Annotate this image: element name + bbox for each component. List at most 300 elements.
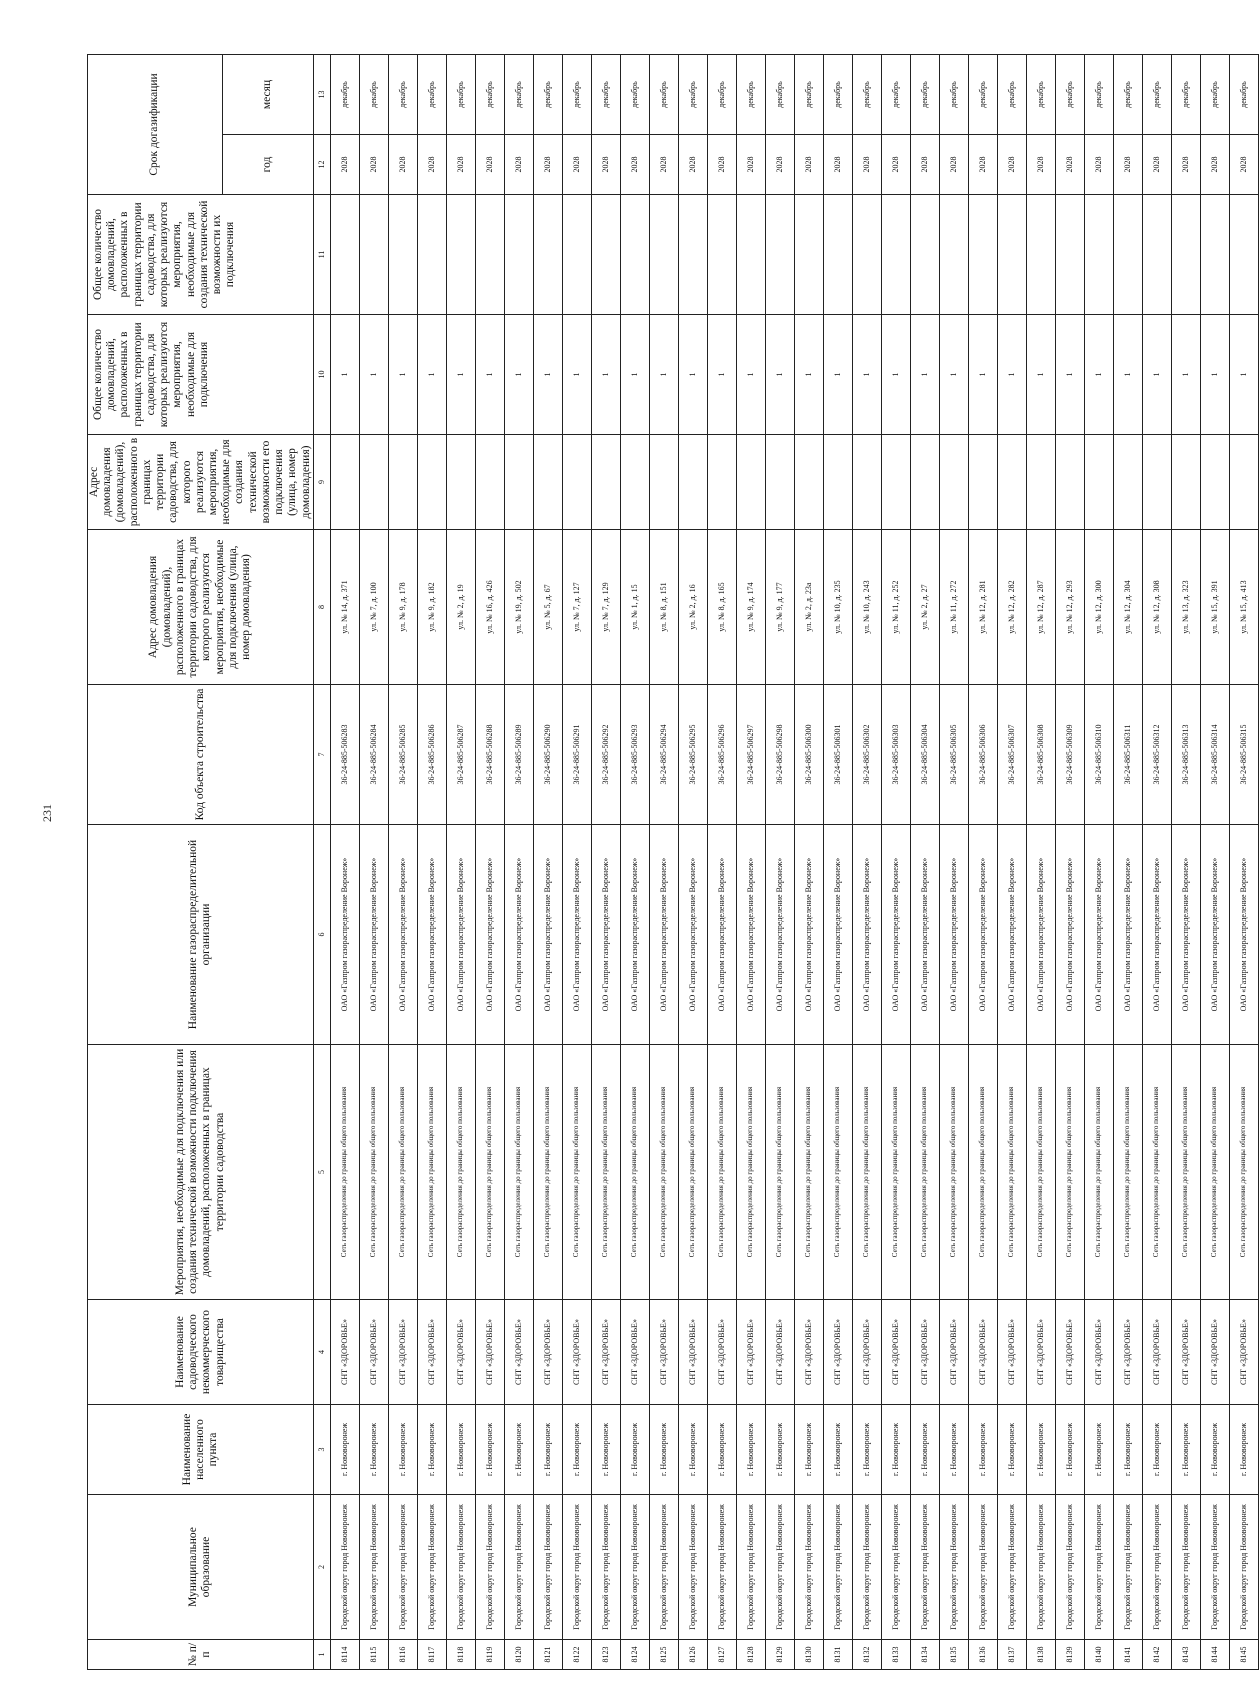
cell-settlement: г. Нововоронеж [446,1405,475,1495]
cell-settlement: г. Нововоронеж [504,1405,533,1495]
cell-gas-org: ОАО «Газпром газораспределение Воронеж» [939,825,968,1045]
cell-measures: Сеть газораспределения до границы общего пользования [620,1045,649,1300]
header-no: № п/п [88,1640,314,1670]
cell-month: декабрь [533,55,562,135]
cell-month: декабрь [504,55,533,135]
cell-month: декабрь [881,55,910,135]
cell-municipality: Городской округ город Нововоронеж [968,1495,997,1640]
cell-object-code: 36-24-885-506290 [533,685,562,825]
table-row [533,55,562,1670]
cell-no: 8121 [533,1640,562,1670]
cell-no: 8134 [910,1640,939,1670]
cell-gas-org: ОАО «Газпром газораспределение Воронеж» [417,825,446,1045]
cell-address-capability [765,435,794,530]
cell-month: декабрь [852,55,881,135]
cell-municipality: Городской округ город Нововоронеж [388,1495,417,1640]
cell-no: 8133 [881,1640,910,1670]
cell-address-capability [504,435,533,530]
cell-settlement: г. Нововоронеж [533,1405,562,1495]
cell-object-code: 36-24-885-506305 [939,685,968,825]
cell-address-connect: ул. № 12, д. 293 [1055,530,1084,685]
cell-count-connect: 1 [707,315,736,435]
cell-settlement: г. Нововоронеж [359,1405,388,1495]
cell-gas-org: ОАО «Газпром газораспределение Воронеж» [1026,825,1055,1045]
cell-count-capability [330,195,359,315]
table-row [591,55,620,1670]
cell-address-connect: ул. № 12, д. 287 [1026,530,1055,685]
cell-settlement: г. Нововоронеж [417,1405,446,1495]
cell-no: 8143 [1171,1640,1200,1670]
cell-month: декабрь [1026,55,1055,135]
cell-month: декабрь [765,55,794,135]
cell-count-connect: 1 [504,315,533,435]
cell-object-code: 36-24-885-506300 [794,685,823,825]
cell-count-capability [1026,195,1055,315]
table-row [823,55,852,1670]
column-number-row [313,55,330,1670]
cell-address-connect: ул. № 15, д. 413 [1229,530,1258,685]
cell-measures: Сеть газораспределения до границы общего пользования [504,1045,533,1300]
cell-settlement: г. Нововоронеж [1171,1405,1200,1495]
cell-settlement: г. Нововоронеж [939,1405,968,1495]
cell-object-code: 36-24-885-506302 [852,685,881,825]
cell-address-connect: ул. № 15, д. 391 [1200,530,1229,685]
cell-year: 2028 [1229,135,1258,195]
cell-no: 8120 [504,1640,533,1670]
cell-count-connect: 1 [1084,315,1113,435]
cell-month: декабрь [562,55,591,135]
table-row [852,55,881,1670]
cell-count-capability [1200,195,1229,315]
cell-gas-org: ОАО «Газпром газораспределение Воронеж» [620,825,649,1045]
cell-address-connect: ул. № 13, д. 323 [1171,530,1200,685]
cell-year: 2028 [649,135,678,195]
cell-count-connect: 1 [736,315,765,435]
cell-address-connect: ул. № 7, д. 129 [591,530,620,685]
cell-measures: Сеть газораспределения до границы общего пользования [649,1045,678,1300]
cell-settlement: г. Нововоронеж [330,1405,359,1495]
cell-no: 8132 [852,1640,881,1670]
cell-partnership: СНТ «ЗДОРОВЬЕ» [620,1300,649,1405]
cell-municipality: Городской округ город Нововоронеж [475,1495,504,1640]
cell-measures: Сеть газораспределения до границы общего пользования [417,1045,446,1300]
cell-gas-org: ОАО «Газпром газораспределение Воронеж» [388,825,417,1045]
cell-count-capability [620,195,649,315]
cell-month: декабрь [1229,55,1258,135]
cell-no: 8136 [968,1640,997,1670]
cell-count-connect: 1 [620,315,649,435]
cell-address-capability [823,435,852,530]
cell-no: 8141 [1113,1640,1142,1670]
table-row [562,55,591,1670]
cell-count-capability [1055,195,1084,315]
cell-month: декабрь [939,55,968,135]
column-number: 7 [313,685,330,825]
cell-address-connect: ул. № 9, д. 182 [417,530,446,685]
cell-partnership: СНТ «ЗДОРОВЬЕ» [562,1300,591,1405]
cell-measures: Сеть газораспределения до границы общего пользования [910,1045,939,1300]
cell-settlement: г. Нововоронеж [765,1405,794,1495]
cell-year: 2028 [910,135,939,195]
cell-address-connect: ул. № 2, д. 19 [446,530,475,685]
cell-municipality: Городской округ город Нововоронеж [1026,1495,1055,1640]
header-measures: Мероприятия, необходимые для подключения или создания технической возможности подключения домовладений, расположенных в границах территории садоводства [88,1045,314,1300]
cell-gas-org: ОАО «Газпром газораспределение Воронеж» [707,825,736,1045]
cell-address-capability [707,435,736,530]
cell-month: декабрь [1084,55,1113,135]
cell-object-code: 36-24-885-506309 [1055,685,1084,825]
header-partnership: Наименование садоводческого некоммерческого товарищества [88,1300,314,1405]
cell-year: 2028 [620,135,649,195]
cell-address-connect: ул. № 8, д. 151 [649,530,678,685]
table-row [910,55,939,1670]
cell-address-connect: ул. № 2, д. 23а [794,530,823,685]
cell-month: декабрь [475,55,504,135]
cell-measures: Сеть газораспределения до границы общего пользования [562,1045,591,1300]
cell-measures: Сеть газораспределения до границы общего пользования [475,1045,504,1300]
cell-address-capability [1200,435,1229,530]
cell-partnership: СНТ «ЗДОРОВЬЕ» [1084,1300,1113,1405]
column-number: 11 [313,195,330,315]
cell-gas-org: ОАО «Газпром газораспределение Воронеж» [910,825,939,1045]
cell-object-code: 36-24-885-506315 [1229,685,1258,825]
cell-gas-org: ОАО «Газпром газораспределение Воронеж» [997,825,1026,1045]
cell-address-capability [794,435,823,530]
cell-month: декабрь [997,55,1026,135]
cell-year: 2028 [1113,135,1142,195]
cell-address-capability [446,435,475,530]
header-object-code: Код объекта строительства [88,685,314,825]
cell-count-capability [736,195,765,315]
cell-gas-org: ОАО «Газпром газораспределение Воронеж» [1229,825,1258,1045]
table-row [1200,55,1229,1670]
cell-partnership: СНТ «ЗДОРОВЬЕ» [1055,1300,1084,1405]
cell-month: декабрь [417,55,446,135]
table-row [475,55,504,1670]
cell-measures: Сеть газораспределения до границы общего пользования [1200,1045,1229,1300]
cell-gas-org: ОАО «Газпром газораспределение Воронеж» [881,825,910,1045]
column-number: 4 [313,1300,330,1405]
cell-count-connect: 1 [678,315,707,435]
cell-municipality: Городской округ город Нововоронеж [736,1495,765,1640]
cell-count-capability [1084,195,1113,315]
cell-gas-org: ОАО «Газпром газораспределение Воронеж» [533,825,562,1045]
cell-municipality: Городской округ город Нововоронеж [417,1495,446,1640]
table-row [330,55,359,1670]
cell-no: 8122 [562,1640,591,1670]
cell-settlement: г. Нововоронеж [678,1405,707,1495]
table-row [620,55,649,1670]
cell-no: 8130 [794,1640,823,1670]
cell-partnership: СНТ «ЗДОРОВЬЕ» [852,1300,881,1405]
table-row [649,55,678,1670]
cell-address-capability [678,435,707,530]
header-address-connect: Адрес домовладения (домовладений), расположенного в границах территории садоводства, для которого реализуются мероприятия, необходимые для подключения (улица, номер домовладения) [88,530,314,685]
cell-settlement: г. Нововоронеж [649,1405,678,1495]
column-number: 10 [313,315,330,435]
table-row [1171,55,1200,1670]
table-row [794,55,823,1670]
cell-municipality: Городской округ город Нововоронеж [1142,1495,1171,1640]
cell-gas-org: ОАО «Газпром газораспределение Воронеж» [649,825,678,1045]
cell-count-connect: 1 [562,315,591,435]
column-number: 13 [313,55,330,135]
cell-month: декабрь [359,55,388,135]
table-row [417,55,446,1670]
cell-settlement: г. Нововоронеж [997,1405,1026,1495]
header-year: год [222,135,313,195]
cell-count-connect: 1 [823,315,852,435]
cell-count-capability [1171,195,1200,315]
cell-municipality: Городской округ город Нововоронеж [1229,1495,1258,1640]
cell-object-code: 36-24-885-506313 [1171,685,1200,825]
cell-measures: Сеть газораспределения до границы общего пользования [794,1045,823,1300]
cell-object-code: 36-24-885-506287 [446,685,475,825]
cell-settlement: г. Нововоронеж [823,1405,852,1495]
cell-gas-org: ОАО «Газпром газораспределение Воронеж» [1200,825,1229,1045]
cell-measures: Сеть газораспределения до границы общего пользования [1171,1045,1200,1300]
cell-month: декабрь [910,55,939,135]
cell-count-connect: 1 [852,315,881,435]
cell-partnership: СНТ «ЗДОРОВЬЕ» [968,1300,997,1405]
cell-count-capability [939,195,968,315]
cell-count-connect: 1 [794,315,823,435]
cell-object-code: 36-24-885-506298 [765,685,794,825]
cell-month: декабрь [678,55,707,135]
cell-measures: Сеть газораспределения до границы общего пользования [591,1045,620,1300]
cell-gas-org: ОАО «Газпром газораспределение Воронеж» [475,825,504,1045]
cell-count-connect: 1 [330,315,359,435]
cell-year: 2028 [1026,135,1055,195]
cell-municipality: Городской округ город Нововоронеж [1200,1495,1229,1640]
rotated-table-container [87,55,1248,1670]
cell-year: 2028 [968,135,997,195]
cell-year: 2028 [678,135,707,195]
cell-address-capability [997,435,1026,530]
table-row [446,55,475,1670]
table-row [881,55,910,1670]
cell-year: 2028 [1171,135,1200,195]
cell-year: 2028 [765,135,794,195]
cell-object-code: 36-24-885-506310 [1084,685,1113,825]
cell-month: декабрь [968,55,997,135]
cell-gas-org: ОАО «Газпром газораспределение Воронеж» [765,825,794,1045]
cell-year: 2028 [1200,135,1229,195]
cell-count-connect: 1 [417,315,446,435]
cell-municipality: Городской округ город Нововоронеж [910,1495,939,1640]
cell-no: 8145 [1229,1640,1258,1670]
cell-municipality: Городской округ город Нововоронеж [765,1495,794,1640]
cell-municipality: Городской округ город Нововоронеж [852,1495,881,1640]
column-number: 6 [313,825,330,1045]
cell-count-connect: 1 [1113,315,1142,435]
cell-partnership: СНТ «ЗДОРОВЬЕ» [997,1300,1026,1405]
cell-object-code: 36-24-885-506294 [649,685,678,825]
cell-address-capability [1171,435,1200,530]
cell-count-capability [968,195,997,315]
cell-measures: Сеть газораспределения до границы общего пользования [707,1045,736,1300]
cell-municipality: Городской округ город Нововоронеж [562,1495,591,1640]
cell-partnership: СНТ «ЗДОРОВЬЕ» [707,1300,736,1405]
cell-address-connect: ул. № 9, д. 178 [388,530,417,685]
cell-measures: Сеть газораспределения до границы общего пользования [765,1045,794,1300]
cell-count-connect: 1 [1200,315,1229,435]
cell-municipality: Городской округ город Нововоронеж [823,1495,852,1640]
cell-settlement: г. Нововоронеж [1200,1405,1229,1495]
cell-partnership: СНТ «ЗДОРОВЬЕ» [475,1300,504,1405]
cell-gas-org: ОАО «Газпром газораспределение Воронеж» [591,825,620,1045]
cell-municipality: Городской округ город Нововоронеж [446,1495,475,1640]
cell-object-code: 36-24-885-506291 [562,685,591,825]
cell-gas-org: ОАО «Газпром газораспределение Воронеж» [794,825,823,1045]
cell-settlement: г. Нововоронеж [1026,1405,1055,1495]
cell-no: 8125 [649,1640,678,1670]
cell-object-code: 36-24-885-506293 [620,685,649,825]
cell-count-connect: 1 [388,315,417,435]
cell-measures: Сеть газораспределения до границы общего пользования [1142,1045,1171,1300]
cell-month: декабрь [1200,55,1229,135]
cell-year: 2028 [330,135,359,195]
cell-object-code: 36-24-885-506283 [330,685,359,825]
cell-year: 2028 [1055,135,1084,195]
cell-month: декабрь [388,55,417,135]
cell-object-code: 36-24-885-506296 [707,685,736,825]
cell-no: 8144 [1200,1640,1229,1670]
cell-partnership: СНТ «ЗДОРОВЬЕ» [823,1300,852,1405]
column-number: 2 [313,1495,330,1640]
cell-count-capability [910,195,939,315]
cell-address-connect: ул. № 11, д. 272 [939,530,968,685]
cell-settlement: г. Нововоронеж [736,1405,765,1495]
header-address-capability: Адрес домовладения (домовладений), расположенного в границах территории садоводства, для которого реализуются мероприятия, необходимые для создания технической возможности его подключения (улица, номер домовладения) [88,435,314,530]
cell-gas-org: ОАО «Газпром газораспределение Воронеж» [330,825,359,1045]
cell-month: декабрь [707,55,736,135]
cell-measures: Сеть газораспределения до границы общего пользования [1084,1045,1113,1300]
cell-municipality: Городской округ город Нововоронеж [649,1495,678,1640]
cell-settlement: г. Нововоронеж [1055,1405,1084,1495]
cell-no: 8129 [765,1640,794,1670]
cell-address-connect: ул. № 8, д. 165 [707,530,736,685]
cell-object-code: 36-24-885-506284 [359,685,388,825]
cell-address-capability [1142,435,1171,530]
table-row [997,55,1026,1670]
cell-month: декабрь [1142,55,1171,135]
cell-measures: Сеть газораспределения до границы общего пользования [330,1045,359,1300]
table-row [359,55,388,1670]
cell-count-connect: 1 [1142,315,1171,435]
cell-year: 2028 [533,135,562,195]
header-month: месяц [222,55,313,135]
cell-address-capability [881,435,910,530]
cell-gas-org: ОАО «Газпром газораспределение Воронеж» [736,825,765,1045]
cell-object-code: 36-24-885-506304 [910,685,939,825]
cell-count-connect: 1 [968,315,997,435]
cell-object-code: 36-24-885-506289 [504,685,533,825]
cell-settlement: г. Нововоронеж [794,1405,823,1495]
cell-address-capability [562,435,591,530]
cell-count-connect: 1 [881,315,910,435]
cell-partnership: СНТ «ЗДОРОВЬЕ» [765,1300,794,1405]
cell-partnership: СНТ «ЗДОРОВЬЕ» [1171,1300,1200,1405]
column-number: 5 [313,1045,330,1300]
cell-count-capability [649,195,678,315]
cell-count-capability [881,195,910,315]
header-count-capability: Общее количество домовладений, расположенных в границах территории садоводства, для которых реализуются мероприятия, необходимые для создания технической возможности их подключения [88,195,314,315]
cell-no: 8135 [939,1640,968,1670]
cell-object-code: 36-24-885-506308 [1026,685,1055,825]
cell-month: декабрь [1055,55,1084,135]
cell-municipality: Городской округ город Нововоронеж [330,1495,359,1640]
cell-no: 8115 [359,1640,388,1670]
cell-object-code: 36-24-885-506288 [475,685,504,825]
cell-year: 2028 [736,135,765,195]
cell-count-connect: 1 [1229,315,1258,435]
cell-no: 8114 [330,1640,359,1670]
cell-no: 8131 [823,1640,852,1670]
cell-settlement: г. Нововоронеж [388,1405,417,1495]
cell-municipality: Городской округ город Нововоронеж [1113,1495,1142,1640]
cell-gas-org: ОАО «Газпром газораспределение Воронеж» [1142,825,1171,1045]
cell-settlement: г. Нововоронеж [881,1405,910,1495]
cell-object-code: 36-24-885-506312 [1142,685,1171,825]
cell-address-capability [736,435,765,530]
cell-measures: Сеть газораспределения до границы общего пользования [1229,1045,1258,1300]
cell-no: 8128 [736,1640,765,1670]
cell-gas-org: ОАО «Газпром газораспределение Воронеж» [968,825,997,1045]
cell-municipality: Городской округ город Нововоронеж [1171,1495,1200,1640]
cell-count-capability [823,195,852,315]
header-deadline: Срок догазификации [88,55,223,195]
table-row [388,55,417,1670]
cell-partnership: СНТ «ЗДОРОВЬЕ» [388,1300,417,1405]
cell-object-code: 36-24-885-506297 [736,685,765,825]
cell-count-capability [533,195,562,315]
cell-year: 2028 [939,135,968,195]
cell-measures: Сеть газораспределения до границы общего пользования [736,1045,765,1300]
cell-year: 2028 [504,135,533,195]
cell-year: 2028 [475,135,504,195]
cell-gas-org: ОАО «Газпром газораспределение Воронеж» [1171,825,1200,1045]
cell-measures: Сеть газораспределения до границы общего пользования [533,1045,562,1300]
cell-partnership: СНТ «ЗДОРОВЬЕ» [649,1300,678,1405]
cell-address-connect: ул. № 10, д. 243 [852,530,881,685]
cell-month: декабрь [1171,55,1200,135]
cell-settlement: г. Нововоронеж [1084,1405,1113,1495]
cell-object-code: 36-24-885-506303 [881,685,910,825]
cell-address-connect: ул. № 7, д. 100 [359,530,388,685]
cell-measures: Сеть газораспределения до границы общего пользования [446,1045,475,1300]
cell-municipality: Городской округ город Нововоронеж [504,1495,533,1640]
cell-partnership: СНТ «ЗДОРОВЬЕ» [736,1300,765,1405]
cell-count-capability [504,195,533,315]
cell-year: 2028 [591,135,620,195]
cell-address-connect: ул. № 12, д. 300 [1084,530,1113,685]
cell-address-connect: ул. № 12, д. 282 [997,530,1026,685]
cell-no: 8140 [1084,1640,1113,1670]
cell-address-connect: ул. № 12, д. 308 [1142,530,1171,685]
cell-partnership: СНТ «ЗДОРОВЬЕ» [591,1300,620,1405]
cell-count-connect: 1 [591,315,620,435]
cell-year: 2028 [881,135,910,195]
cell-measures: Сеть газораспределения до границы общего пользования [388,1045,417,1300]
cell-address-capability [388,435,417,530]
cell-count-capability [475,195,504,315]
cell-no: 8127 [707,1640,736,1670]
cell-address-capability [649,435,678,530]
cell-count-connect: 1 [997,315,1026,435]
cell-settlement: г. Нововоронеж [475,1405,504,1495]
cell-year: 2028 [446,135,475,195]
